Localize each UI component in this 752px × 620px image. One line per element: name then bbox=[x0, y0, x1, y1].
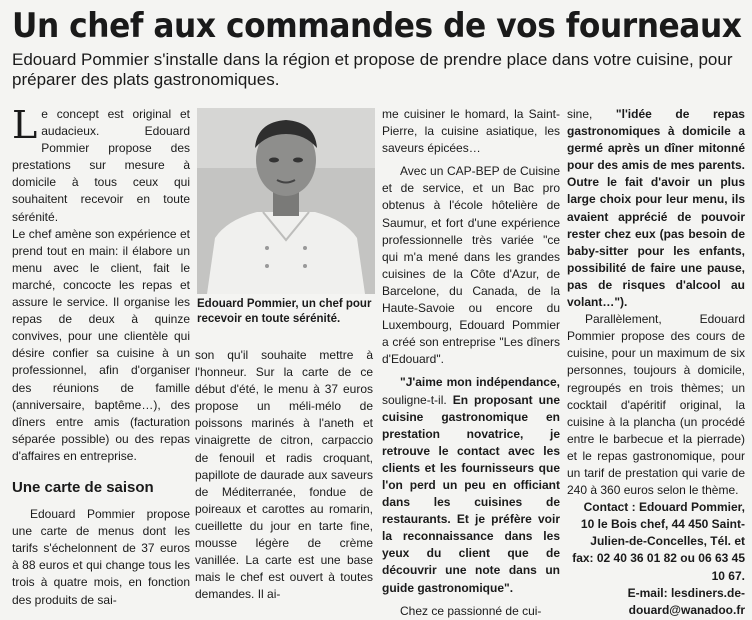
photo-caption: Edouard Pommier, un chef pour recevoir en toute sérénité. bbox=[197, 298, 372, 325]
column-3 bbox=[382, 106, 560, 620]
dropcap: L bbox=[12, 103, 38, 147]
email-info: E-mail: lesdiners.de-douard@wanadoo.fr bbox=[627, 585, 745, 617]
attribution-text: souligne-t-il. bbox=[382, 392, 453, 407]
paragraph: Parallèlement, Edouard Pommier propose des cours de cuisine, pour un maximum de six personnes, toujours à domicile, regroupés en trois thèmes; un cocktail d'apéritif original, la cuisine à la plancha (un procédé entre le barbecue et la pierrade) et le repas gastronomique, pour un tarif de prestation qui varie de 240 à 360 euros selon le thème. bbox=[567, 312, 745, 498]
paragraph: Chez ce passionné de cui- bbox=[400, 603, 542, 618]
contact-info: Contact : Edouard Pommier, 10 le Bois chef, 44 450 Saint-Julien-de-Concelles, Tél. et fax: 02 40 36 01 82 ou 06 63 45 10 67. bbox=[572, 500, 745, 583]
quote-paragraph bbox=[382, 374, 560, 596]
body-text: sine, bbox=[567, 107, 616, 121]
subhead: Une carte de saison bbox=[12, 478, 154, 496]
paragraph: me cuisiner le homard, la Saint-Pierre, la cuisine asiatique, les saveurs épicées… bbox=[382, 107, 560, 156]
photo bbox=[197, 108, 375, 294]
quote-text: En proposant une cuisine gastronomique en prestation novatrice, je retrouve le contact avec les clients et les fournisseurs que l'on perd un peu en officiant dans les cuisines de restaurants. Et je préfère voir la reconnaissance dans les yeux du client que de découvrir une note dans un guide gastronomique". bbox=[382, 392, 560, 595]
quote-text: "J'aime mon indépendance, bbox=[400, 375, 560, 390]
column-4 bbox=[567, 106, 745, 619]
paragraph: Edouard Pommier propose une carte de menus dont les tarifs s'échelonnent de 37 euros à 88 euros et qui change tous les trois à quatre mois, en fonction des produits de sai- bbox=[12, 507, 190, 607]
column-2 bbox=[195, 347, 373, 603]
intro-text: e concept est original et audacieux. Edouard Pommier propose des prestations sur mesure à domicile à tous ceux qui souhaitent recevoir en toute sérénité. bbox=[12, 107, 190, 224]
quote-text: "l'idée de repas gastronomiques à domicile a germé après un dîner mitonné pour des amis de mes parents. Outre le fait d'avoir un plus large choix pour leur menu, ils avaient apprécié de pouvoir rester chez eux (pas besoin de baby-sitter pour les enfants, possibilité de faire une pause, pas de risques d'alcool au volant…"). bbox=[567, 107, 745, 310]
column-1 bbox=[12, 103, 190, 609]
paragraph: Le chef amène son expérience et prend tout en main: il élabore un menu avec le client, fait le marché, concocte les repas et assure le service. Il organise les repas de deux à quinze convives, pour une clientèle qui désire confier sa cuisine à un professionnel, afin d'organiser des réunions de famille (anniversaire, baptême…), des dîners entre amis (facturation séparée possible) ou des repas d'affaires en entreprise. bbox=[12, 226, 190, 463]
dek: Edouard Pommier s'installe dans la région et propose de prendre place dans votre cuisine, pour préparer des plats gastronomiques. bbox=[12, 50, 733, 89]
paragraph: son qu'il souhaite mettre à l'honneur. Sur la carte de ce début d'été, le menu à 37 euros propose un méli-mélo de poissons marinés à l'aneth et vinaigrette de citron, carpaccio de fenouil et radis croquant, papillote de daurade aux saveurs de Méditerranée, fondue de poireaux et carottes au romarin, cueillette du jour en tarte fine, mousse légère de crème vanillée. La carte est une base mais le chef est ouvert à toutes demandes. Il ai- bbox=[195, 348, 373, 602]
headline: Un chef aux commandes de vos fourneaux bbox=[12, 6, 742, 46]
paragraph: Avec un CAP-BEP de Cuisine et de service, et un Bac pro obtenus à l'école hôtelière de Saumur, et fort d'une expérience professionnelle très variée "ce qui m'a mené dans les grandes cuisines de la Côte d'Azur, de Barcelone, du Canada, de la Haute-Savoie ou encore du Luxembourg, Edouard Pommier a créé son entreprise "Les dîners d'Edouard". bbox=[382, 164, 560, 367]
quote-paragraph bbox=[567, 106, 745, 311]
intro-paragraph bbox=[12, 103, 190, 226]
chef-portrait-image bbox=[197, 108, 375, 294]
